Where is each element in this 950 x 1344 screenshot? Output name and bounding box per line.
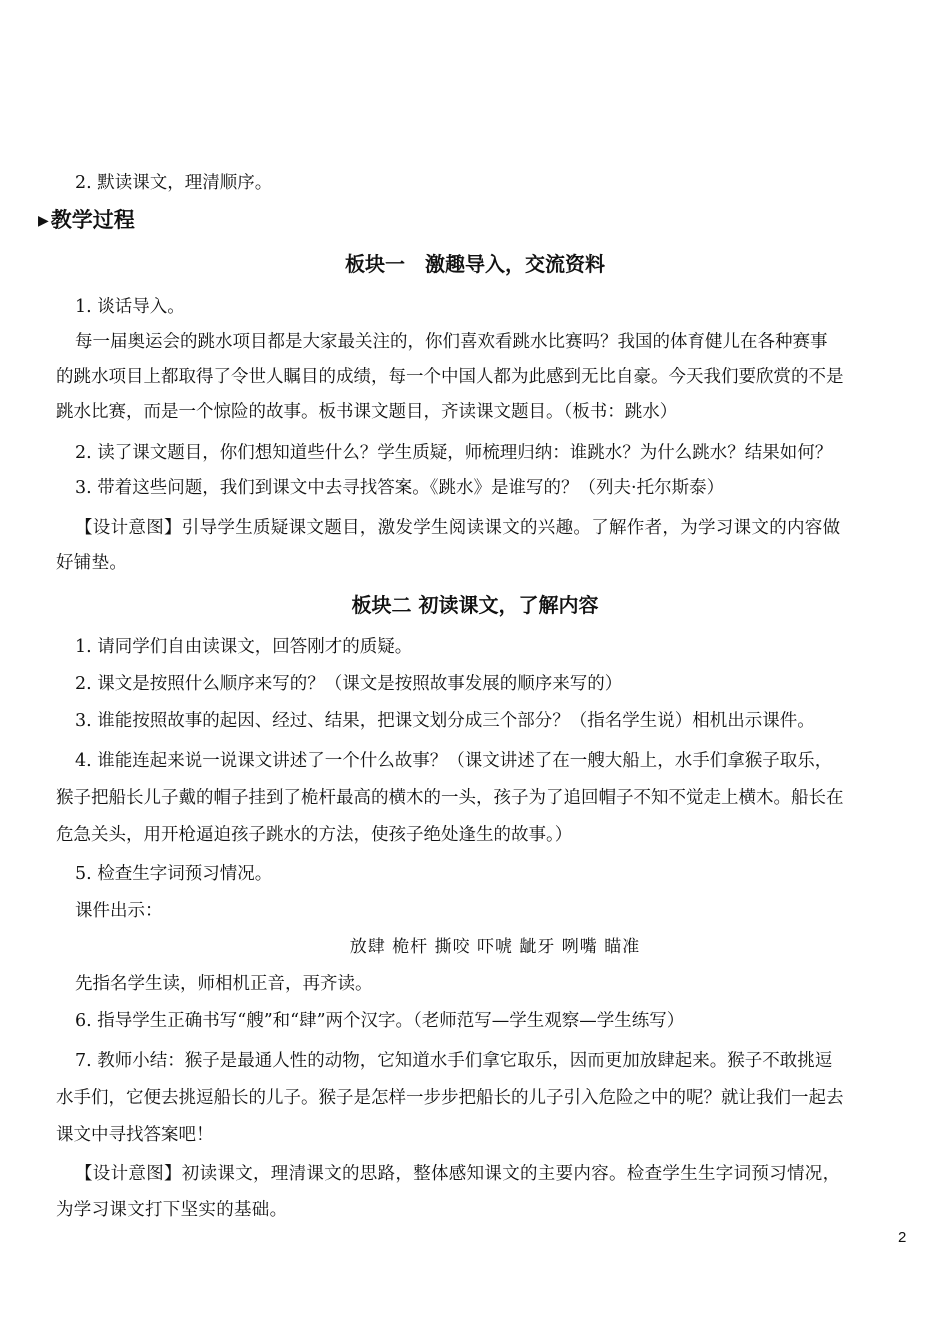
block2-item7-line: 水手们，它便去挑逗船长的儿子。猴子是怎样一步步把船长的儿子引入危险之中的呢？就让我们一起去 — [56, 1088, 844, 1108]
block2-item4-line: 猴子把船长儿子戴的帽子挂到了桅杆最高的横木的一头，孩子为了追回帽子不知不觉走上横木。船长在 — [56, 788, 844, 808]
triangle-bullet-icon: ▶ — [38, 213, 49, 229]
block2-item2: 2. 课文是按照什么顺序来写的？（课文是按照故事发展的顺序来写的） — [75, 674, 623, 694]
block1-para-line: 的跳水项目上都取得了令世人瞩目的成绩，每一个中国人都为此感到无比自豪。今天我们要欣赏的不是 — [56, 367, 844, 387]
block2-item6: 6. 指导学生正确书写“艘”和“肆”两个汉字。（老师范写—学生观察—学生练写） — [75, 1011, 685, 1031]
block1-design-intent: 【设计意图】引导学生质疑课文题目，激发学生阅读课文的兴趣。了解作者，为学习课文的内容做 — [75, 518, 841, 538]
block2-design-intent: 【设计意图】初读课文，理清课文的思路，整体感知课文的主要内容。检查学生生字词预习情况， — [75, 1164, 841, 1184]
block2-item3: 3. 谁能按照故事的起因、经过、结果，把课文划分成三个部分？（指名学生说）相机出示课件。 — [75, 711, 815, 731]
page-number: 2 — [898, 1229, 907, 1246]
block2-item1: 1. 请同学们自由读课文，回答刚才的质疑。 — [75, 637, 413, 657]
block2-item7-line: 7. 教师小结：猴子是最通人性的动物，它知道水手们拿它取乐，因而更加放肆起来。猴子不敢挑逗 — [75, 1051, 833, 1071]
block1-item1: 1. 谈话导入。 — [75, 297, 185, 317]
block1-item2: 2. 读了课文题目，你们想知道些什么？学生质疑，师梳理归纳：谁跳水？为什么跳水？结果如何？ — [75, 443, 833, 463]
block1-heading: 板块一 激趣导入，交流资料 — [345, 252, 605, 276]
block2-item5: 5. 检查生字词预习情况。 — [75, 864, 273, 884]
block1-design-intent: 好铺垫。 — [56, 553, 128, 573]
vocabulary-words: 放肆 桅杆 撕咬 吓唬 龇牙 咧嘴 瞄准 — [349, 937, 641, 957]
section-title-text: 教学过程 — [50, 208, 135, 232]
intro-line: 2. 默读课文，理清顺序。 — [75, 173, 273, 193]
read-instruction: 先指名学生读，师相机正音，再齐读。 — [75, 974, 373, 994]
block2-heading: 板块二 初读课文，了解内容 — [351, 593, 599, 617]
block2-design-intent: 为学习课文打下坚实的基础。 — [56, 1200, 288, 1220]
section-title — [38, 205, 135, 236]
block1-item3: 3. 带着这些问题，我们到课文中去寻找答案。《跳水》是谁写的？（列夫·托尔斯泰） — [75, 478, 725, 498]
block2-item7-line: 课文中寻找答案吧！ — [56, 1125, 214, 1145]
block2-item4-line: 4. 谁能连起来说一说课文讲述了一个什么故事？（课文讲述了在一艘大船上，水手们拿猴子取乐， — [75, 751, 833, 771]
courseware-label: 课件出示： — [75, 901, 163, 921]
block1-para-line: 跳水比赛，而是一个惊险的故事。板书课文题目，齐读课文题目。（板书：跳水） — [56, 402, 678, 422]
block2-item4-line: 危急关头，用开枪逼迫孩子跳水的方法，使孩子绝处逢生的故事。） — [56, 825, 573, 845]
block1-para-line: 每一届奥运会的跳水项目都是大家最关注的，你们喜欢看跳水比赛吗？我国的体育健儿在各种赛事 — [75, 332, 828, 352]
